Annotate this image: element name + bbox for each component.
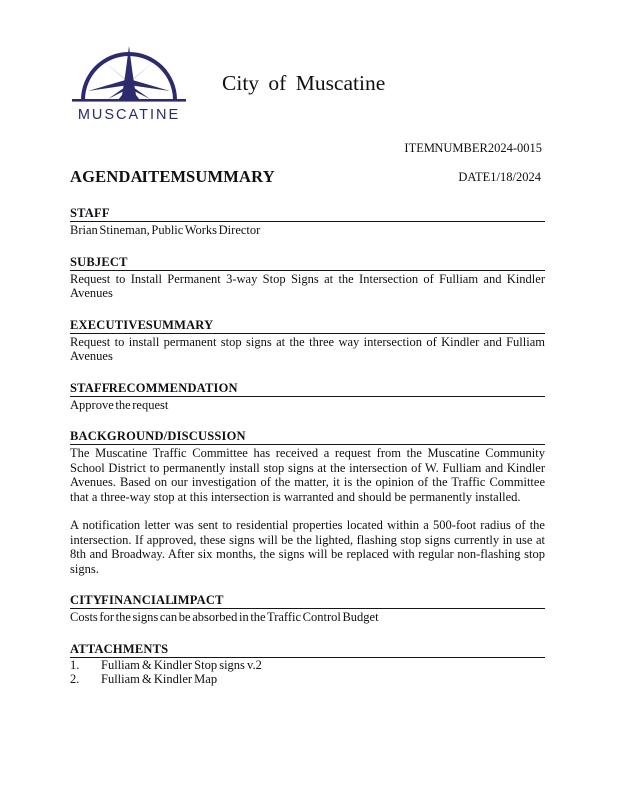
- date-value: 1/18/2024: [490, 170, 541, 184]
- section-attachments: [70, 642, 545, 687]
- section-city-financial-impact: [70, 593, 545, 625]
- date-label: DATE: [458, 170, 491, 184]
- muscatine-emblem-icon: [72, 45, 186, 107]
- logo-wordmark: MUSCATINE: [77, 107, 181, 123]
- staff-recommendation-heading: STAFF RECOMMENDATION: [70, 381, 545, 397]
- attachments-heading: ATTACHMENTS: [70, 642, 545, 658]
- attachment-item: [70, 672, 545, 687]
- attachment-number: 2.: [70, 672, 80, 686]
- background-discussion-heading: BACKGROUND/DISCUSSION: [70, 429, 545, 445]
- subject-value: Request to Install Permanent 3-way Stop Signs at the Intersection of Fulliam and Kindler Avenues: [70, 271, 545, 300]
- city-financial-impact-value: Costs for the signs can be absorbed in the Traffic Control Budget: [70, 610, 379, 624]
- section-subject: [70, 255, 545, 301]
- section-background-discussion: [70, 429, 545, 576]
- staff-value: Brian Stineman, Public Works Director: [70, 223, 261, 237]
- section-staff-recommendation: [70, 381, 545, 413]
- item-number: [404, 141, 542, 156]
- document-body: [70, 206, 545, 704]
- city-title: City of Muscatine: [222, 71, 386, 95]
- attachment-label: Fulliam & Kindler Map: [101, 672, 218, 686]
- executive-summary-value: Request to install permanent stop signs at the three way intersection of Kindler and Fulliam Avenues: [70, 334, 545, 363]
- item-number-label: ITEM NUMBER: [404, 141, 488, 155]
- background-discussion-paragraph-2: A notification letter was sent to residential properties located within a 500-foot radius of the intersection. If approved, these signs will be the lighted, flashing stop signs currently in use at 8th and Broadway. After six months, the signs will be replaced with regular non-flashing stop signs.: [70, 518, 545, 576]
- executive-summary-heading: EXECUTIVE SUMMARY: [70, 318, 545, 334]
- attachment-item: [70, 658, 545, 673]
- section-executive-summary: [70, 318, 545, 364]
- section-staff: [70, 206, 545, 238]
- staff-recommendation-value: Approve the request: [70, 397, 169, 412]
- attachment-number: 1.: [70, 657, 80, 672]
- page-title: AGENDA ITEM SUMMARY: [70, 167, 275, 186]
- date: [458, 170, 541, 185]
- background-discussion-paragraph-1: The Muscatine Traffic Committee has received a request from the Muscatine Community School District to permanently install stop signs at the intersection of W. Fulliam and Kindler Avenues. Based on our investigation of the matter, it is the opinion of the Traffic Committee that a three-way stop at this intersection is warranted and should be permanently installed.: [70, 446, 545, 504]
- staff-heading: STAFF: [70, 206, 545, 222]
- muscatine-logo: [72, 45, 186, 123]
- city-financial-impact-heading: CITY FINANCIAL IMPACT: [70, 593, 545, 609]
- attachment-label: Fulliam & Kindler Stop signs v.2: [101, 657, 262, 672]
- item-number-value: 2024-0015: [487, 141, 542, 155]
- subject-heading: SUBJECT: [70, 255, 545, 271]
